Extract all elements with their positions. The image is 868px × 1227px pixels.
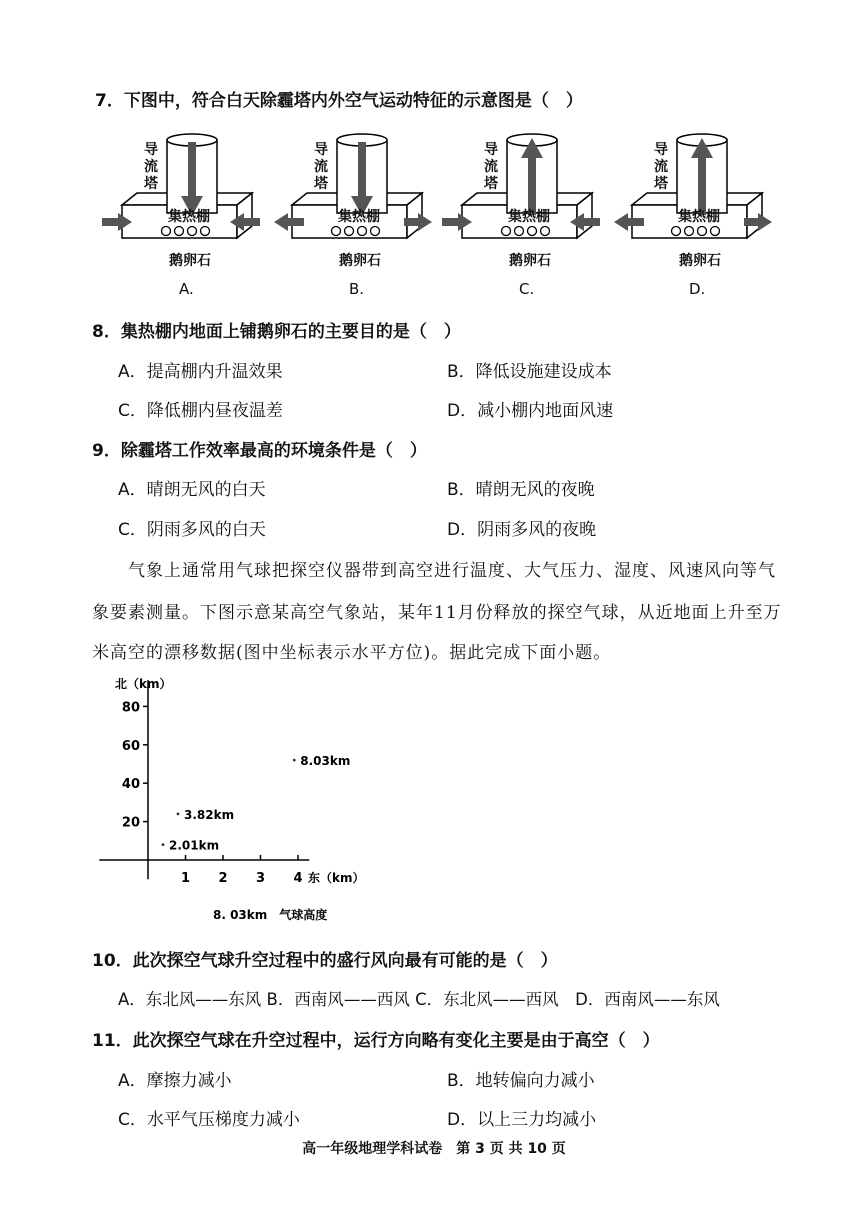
q7-diagram-d[interactable] [622, 130, 792, 275]
q8-option-b[interactable]: B．降低设施建设成本 [447, 362, 612, 382]
q11-option-a[interactable]: A．摩擦力减小 [118, 1071, 232, 1091]
q9-option-d[interactable]: D．阴雨多风的夜晚 [447, 520, 597, 540]
q9-option-a[interactable]: A．晴朗无风的白天 [118, 480, 266, 500]
passage-line-3: 米高空的漂移数据(图中坐标表示水平方位)。据此完成下面小题。 [92, 643, 612, 663]
q7-option-label-d[interactable]: D. [689, 280, 706, 298]
stone-label: 鹅卵石 [169, 253, 211, 269]
tower-label: 导流塔 [144, 142, 158, 192]
q9-option-b[interactable]: B．晴朗无风的夜晚 [447, 480, 595, 500]
q11-option-d[interactable]: D．以上三力均减小 [447, 1110, 597, 1130]
chart-svg [95, 672, 395, 930]
q7-diagram-c[interactable] [452, 130, 622, 275]
tower-label: 导流塔 [484, 142, 498, 192]
question-8: 8．集热棚内地面上铺鹅卵石的主要目的是（ ） [92, 322, 461, 342]
shed-label: 集热棚 [338, 209, 380, 225]
question-7: 7．下图中，符合白天除霾塔内外空气运动特征的示意图是（ ） [95, 91, 583, 111]
passage-line-1: 气象上通常用气球把探空仪器带到高空进行温度、大气压力、湿度、风速风向等气 [92, 561, 776, 581]
balloon-point [177, 813, 180, 816]
question-9: 9．除霾塔工作效率最高的环境条件是（ ） [92, 441, 427, 461]
balloon-point-label: 8.03km [300, 754, 351, 769]
balloon-point-label: 3.82km [184, 807, 235, 822]
q7-diagram-b[interactable] [282, 130, 452, 275]
y-tick-label: 40 [121, 777, 140, 793]
page-footer: 高一年级地理学科试卷 第 3 页 共 10 页 [302, 1141, 566, 1157]
x-tick-label: 2 [218, 871, 228, 886]
question-10: 10．此次探空气球升空过程中的盛行风向最有可能的是（ ） [92, 951, 558, 971]
shed-label: 集热棚 [168, 209, 210, 225]
y-tick-label: 60 [121, 738, 140, 754]
balloon-drift-chart [95, 672, 395, 930]
q7-option-label-c[interactable]: C. [519, 280, 535, 298]
stone-label: 鹅卵石 [679, 253, 721, 269]
q10-options[interactable]: A．东北风——东风 B．西南风——西风 C．东北风——西风 D．西南风——东风 [118, 990, 720, 1009]
shed-label: 集热棚 [508, 209, 550, 225]
q11-option-c[interactable]: C．水平气压梯度力减小 [118, 1110, 300, 1130]
q8-option-c[interactable]: C．降低棚内昼夜温差 [118, 401, 283, 421]
passage-line-2: 象要素测量。下图示意某高空气象站，某年11月份释放的探空气球，从近地面上升至万 [92, 603, 782, 623]
x-tick-label: 3 [255, 871, 266, 886]
q7-option-label-b[interactable]: B. [349, 280, 365, 298]
y-tick-label: 20 [121, 815, 140, 831]
x-axis-label: 东（km） [308, 871, 365, 885]
shed-label: 集热棚 [678, 209, 720, 225]
tower-label: 导流塔 [314, 142, 328, 192]
x-tick-label: 1 [180, 871, 191, 886]
stone-label: 鹅卵石 [509, 253, 551, 269]
q7-diagram-a[interactable] [112, 130, 282, 275]
q8-option-d[interactable]: D．减小棚内地面风速 [447, 401, 614, 421]
stone-label: 鹅卵石 [339, 253, 381, 269]
x-tick-label: 4 [293, 871, 303, 886]
chart-legend: 8. 03km 气球高度 [213, 908, 328, 922]
y-tick-label: 80 [121, 700, 140, 716]
q9-option-c[interactable]: C．阴雨多风的白天 [118, 520, 266, 540]
q7-option-label-a[interactable]: A. [179, 280, 194, 298]
balloon-point-label: 2.01km [169, 838, 220, 853]
tower-label: 导流塔 [654, 142, 668, 192]
q11-option-b[interactable]: B．地转偏向力减小 [447, 1071, 595, 1091]
question-11: 11．此次探空气球在升空过程中，运行方向略有变化主要是由于高空（ ） [92, 1031, 660, 1051]
y-axis-label: 北（km） [115, 677, 172, 691]
balloon-point [293, 759, 296, 762]
q8-option-a[interactable]: A．提高棚内升温效果 [118, 362, 283, 382]
balloon-point [162, 843, 165, 846]
